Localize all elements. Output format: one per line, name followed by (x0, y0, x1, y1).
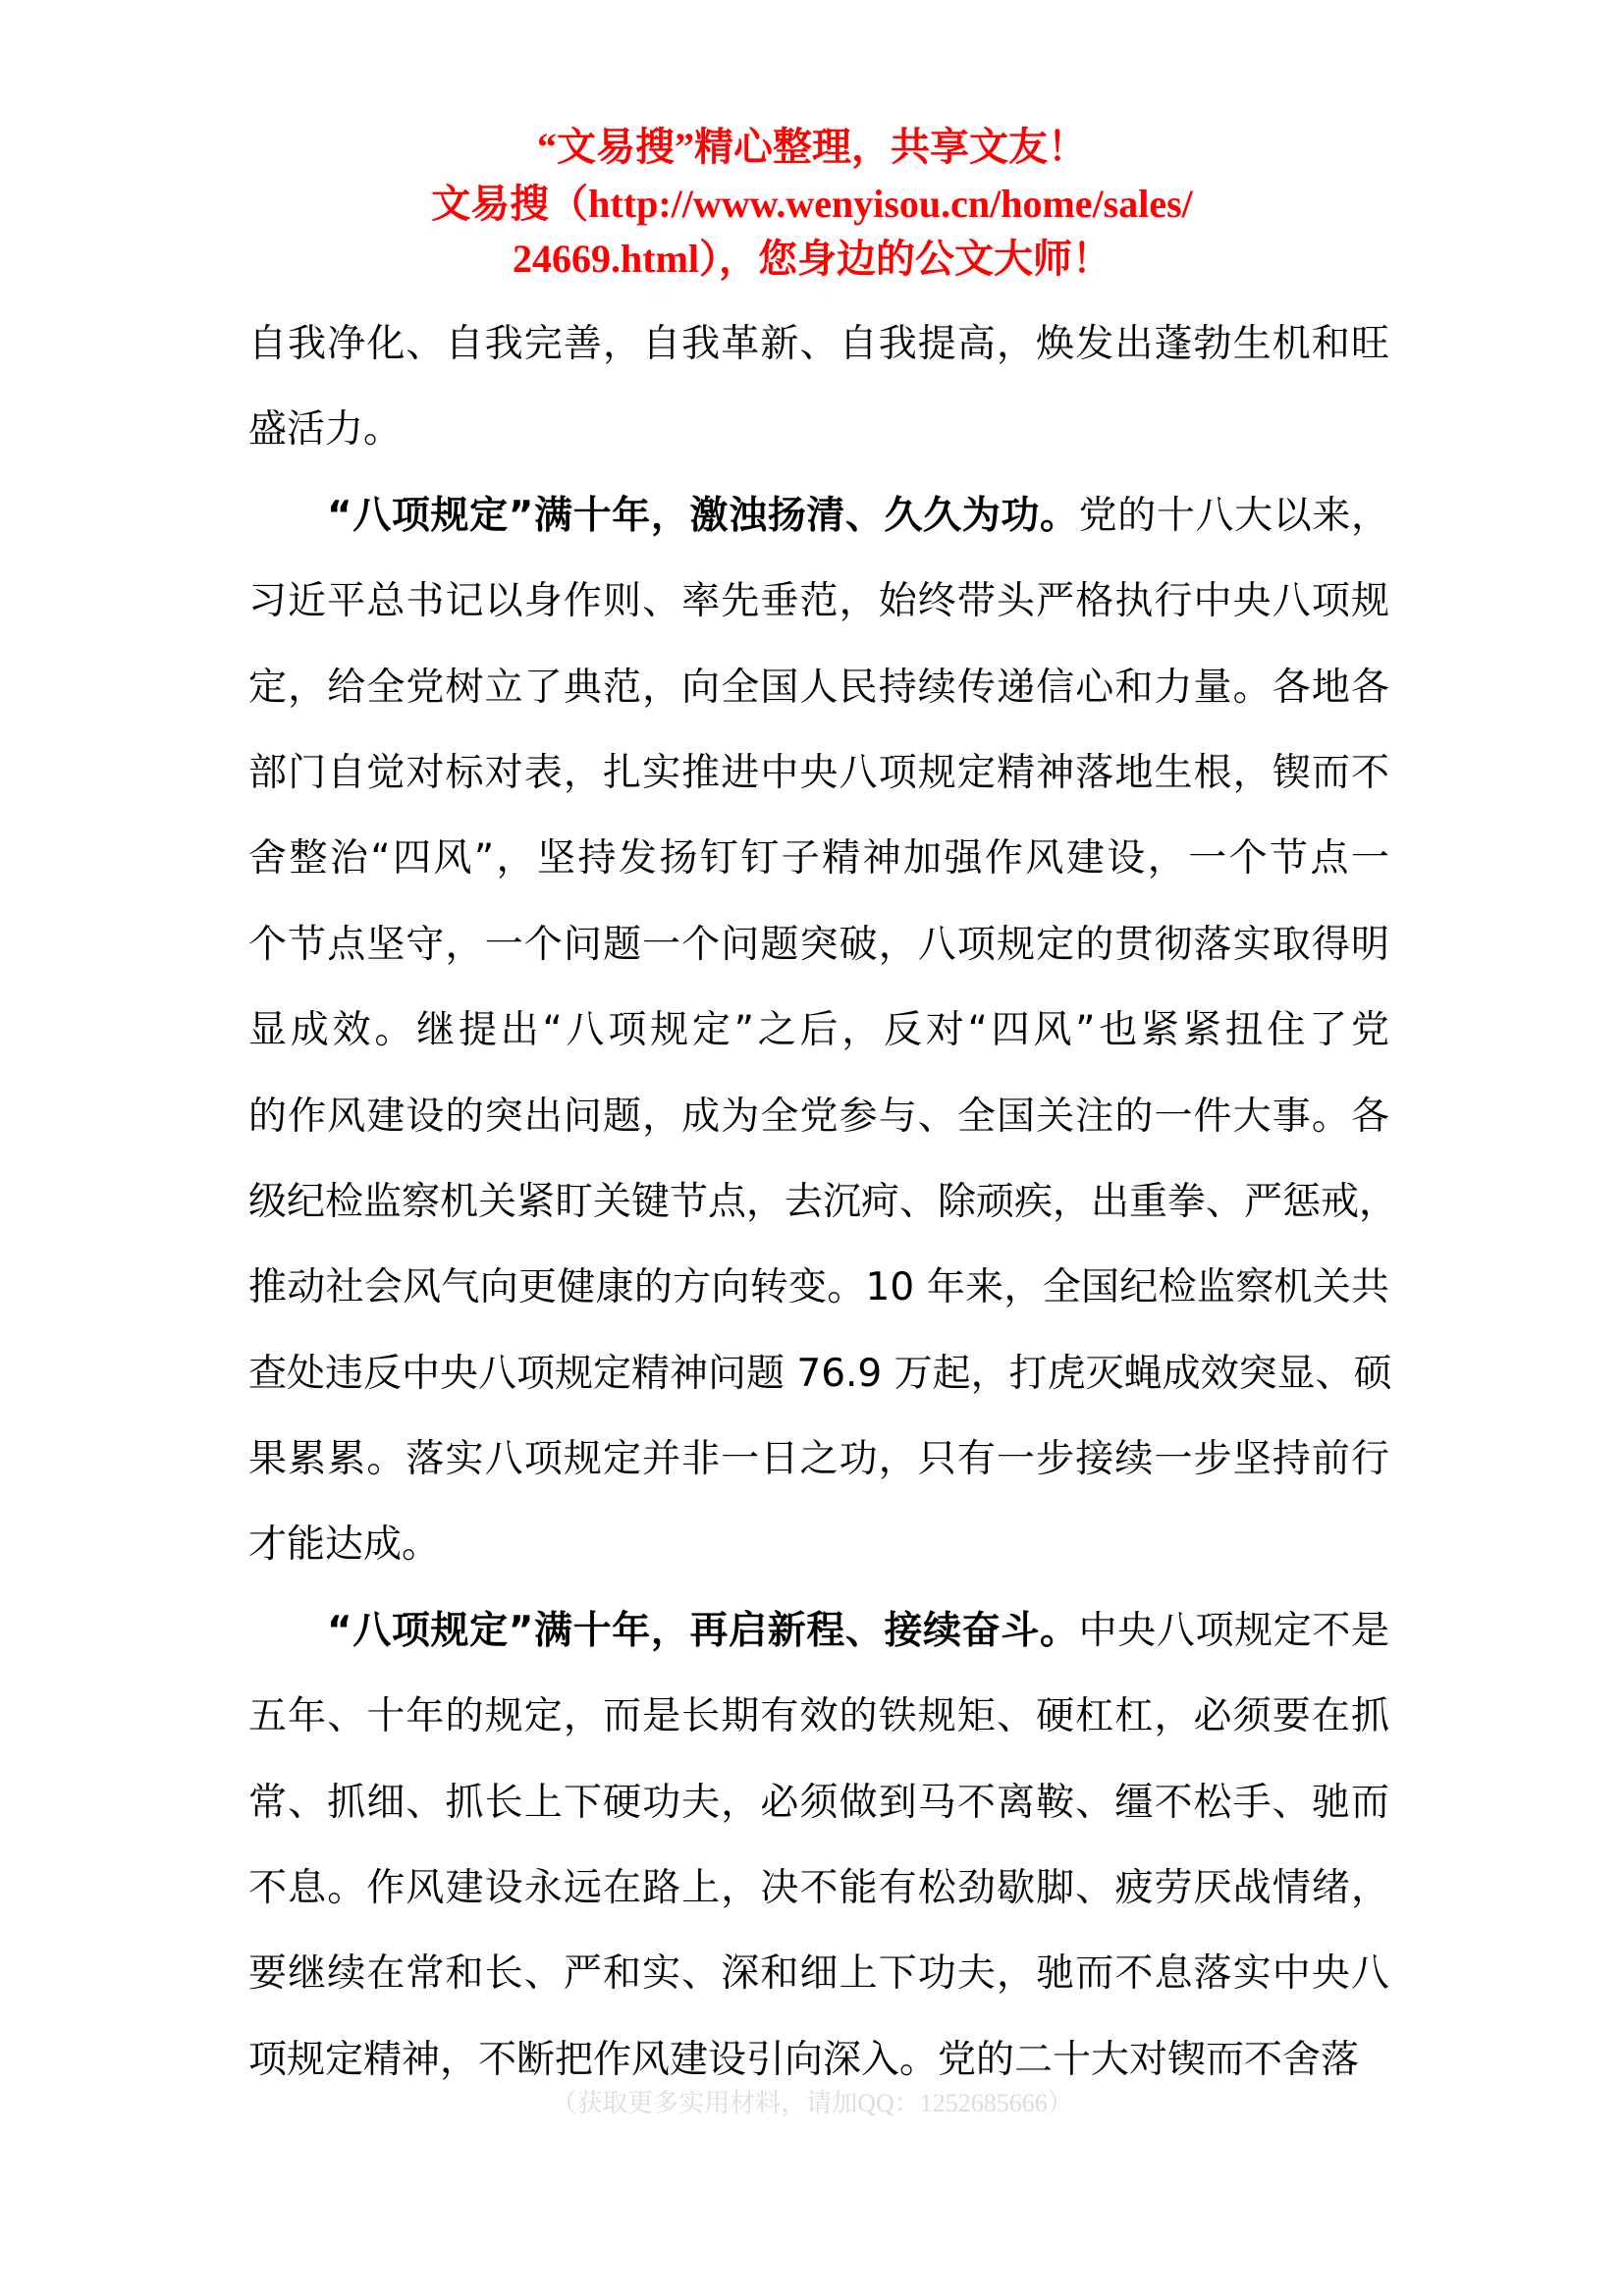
line-text: 的作风建设的突出问题，成为全党参与、全国关注的一件大事。各 (248, 1094, 1389, 1139)
line-text: 五年、十年的规定，而是长期有效的铁规矩、硬杠杠，必须要在抓 (248, 1694, 1389, 1739)
line-text: 级纪检监察机关紧盯关键节点，去沉疴、除顽疾，出重拳、严惩戒， (248, 1179, 1398, 1224)
line-text: 定，给全党树立了典范，向全国人民持续传递信心和力量。各地各 (248, 665, 1389, 710)
header-line-2-link[interactable]: 文易搜（http://www.wenyisou.cn/home/sales/ (431, 182, 1193, 226)
line-text: 盛活力。 (248, 407, 403, 453)
line-text: 要继续在常和长、严和实、深和细上下功夫，驰而不息落实中央八 (248, 1951, 1389, 1997)
line-text: 自我净化、自我完善，自我革新、自我提高，焕发出蓬勃生机和旺 (248, 322, 1389, 366)
paragraph-line (248, 730, 1389, 816)
line-text: 推动社会风气向更健康的方向转变。10 年来，全国纪检监察机关共 (248, 1265, 1389, 1310)
paragraph-line (248, 1159, 1398, 1245)
paragraph-line (248, 387, 1389, 472)
line-text: 才能达成。 (248, 1522, 441, 1568)
paragraph-line (248, 1588, 1389, 1674)
line-text: 舍整治“四风”，坚持发扬钉钉子精神加强作风建设，一个节点一 (248, 836, 1389, 881)
line-text: 党的十八大以来， (1078, 493, 1389, 538)
line-text: 果累累。落实八项规定并非一日之功，只有一步接续一步坚持前行 (248, 1437, 1389, 1482)
paragraph-line (248, 1074, 1389, 1159)
paragraph-line (248, 473, 1389, 559)
paragraph-line (248, 301, 1389, 387)
paragraph-line (248, 1416, 1389, 1502)
header-line-1: “文易搜”精心整理，共享文友！ (537, 125, 1087, 169)
line-text: 中央八项规定不是 (1078, 1608, 1389, 1653)
line-text: 部门自觉对标对表，扎实推进中央八项规定精神落地生根，锲而不 (248, 750, 1389, 795)
paragraph-lead-heading: “八项规定”满十年，再启新程、接续奋斗。 (327, 1608, 1079, 1653)
paragraph-line (248, 559, 1389, 644)
paragraph-line (248, 645, 1389, 730)
line-text: 查处违反中央八项规定精神问题 76.9 万起，打虎灭蝇成效突显、硕 (248, 1351, 1392, 1396)
line-text: 显成效。继提出“八项规定”之后，反对“四风”也紧紧扭住了党 (248, 1008, 1389, 1053)
paragraph-line (248, 1845, 1389, 1931)
paragraph-lead-heading: “八项规定”满十年，激浊扬清、久久为功。 (327, 493, 1079, 538)
paragraph-line (248, 988, 1389, 1073)
line-text: 不息。作风建设永远在路上，决不能有松劲歇脚、疲劳厌战情绪， (248, 1866, 1389, 1911)
paragraph-line (248, 1331, 1392, 1416)
line-text: 常、抓细、抓长上下硬功夫，必须做到马不离鞍、缰不松手、驰而 (248, 1780, 1389, 1825)
paragraph-line (248, 1760, 1389, 1845)
line-text: 项规定精神，不断把作风建设引向深入。党的二十大对锲而不舍落 (248, 2037, 1360, 2082)
document-body (248, 301, 1398, 2103)
line-text: 个节点坚守，一个问题一个问题突破，八项规定的贯彻落实取得明 (248, 922, 1389, 967)
paragraph-line (248, 1245, 1389, 1330)
line-text: 习近平总书记以身作则、率先垂范，始终带头严格执行中央八项规 (248, 579, 1389, 624)
paragraph-line (248, 1674, 1389, 1759)
paragraph-line (248, 816, 1389, 901)
header-line-3: 24669.html），您身边的公文大师！ (513, 237, 1111, 281)
paragraph-line (248, 1931, 1389, 2016)
footer-watermark: （获取更多实用材料，请加QQ：1252685666） (551, 2089, 1073, 2117)
paragraph-line (248, 902, 1389, 988)
paragraph-line (248, 1502, 1389, 1587)
